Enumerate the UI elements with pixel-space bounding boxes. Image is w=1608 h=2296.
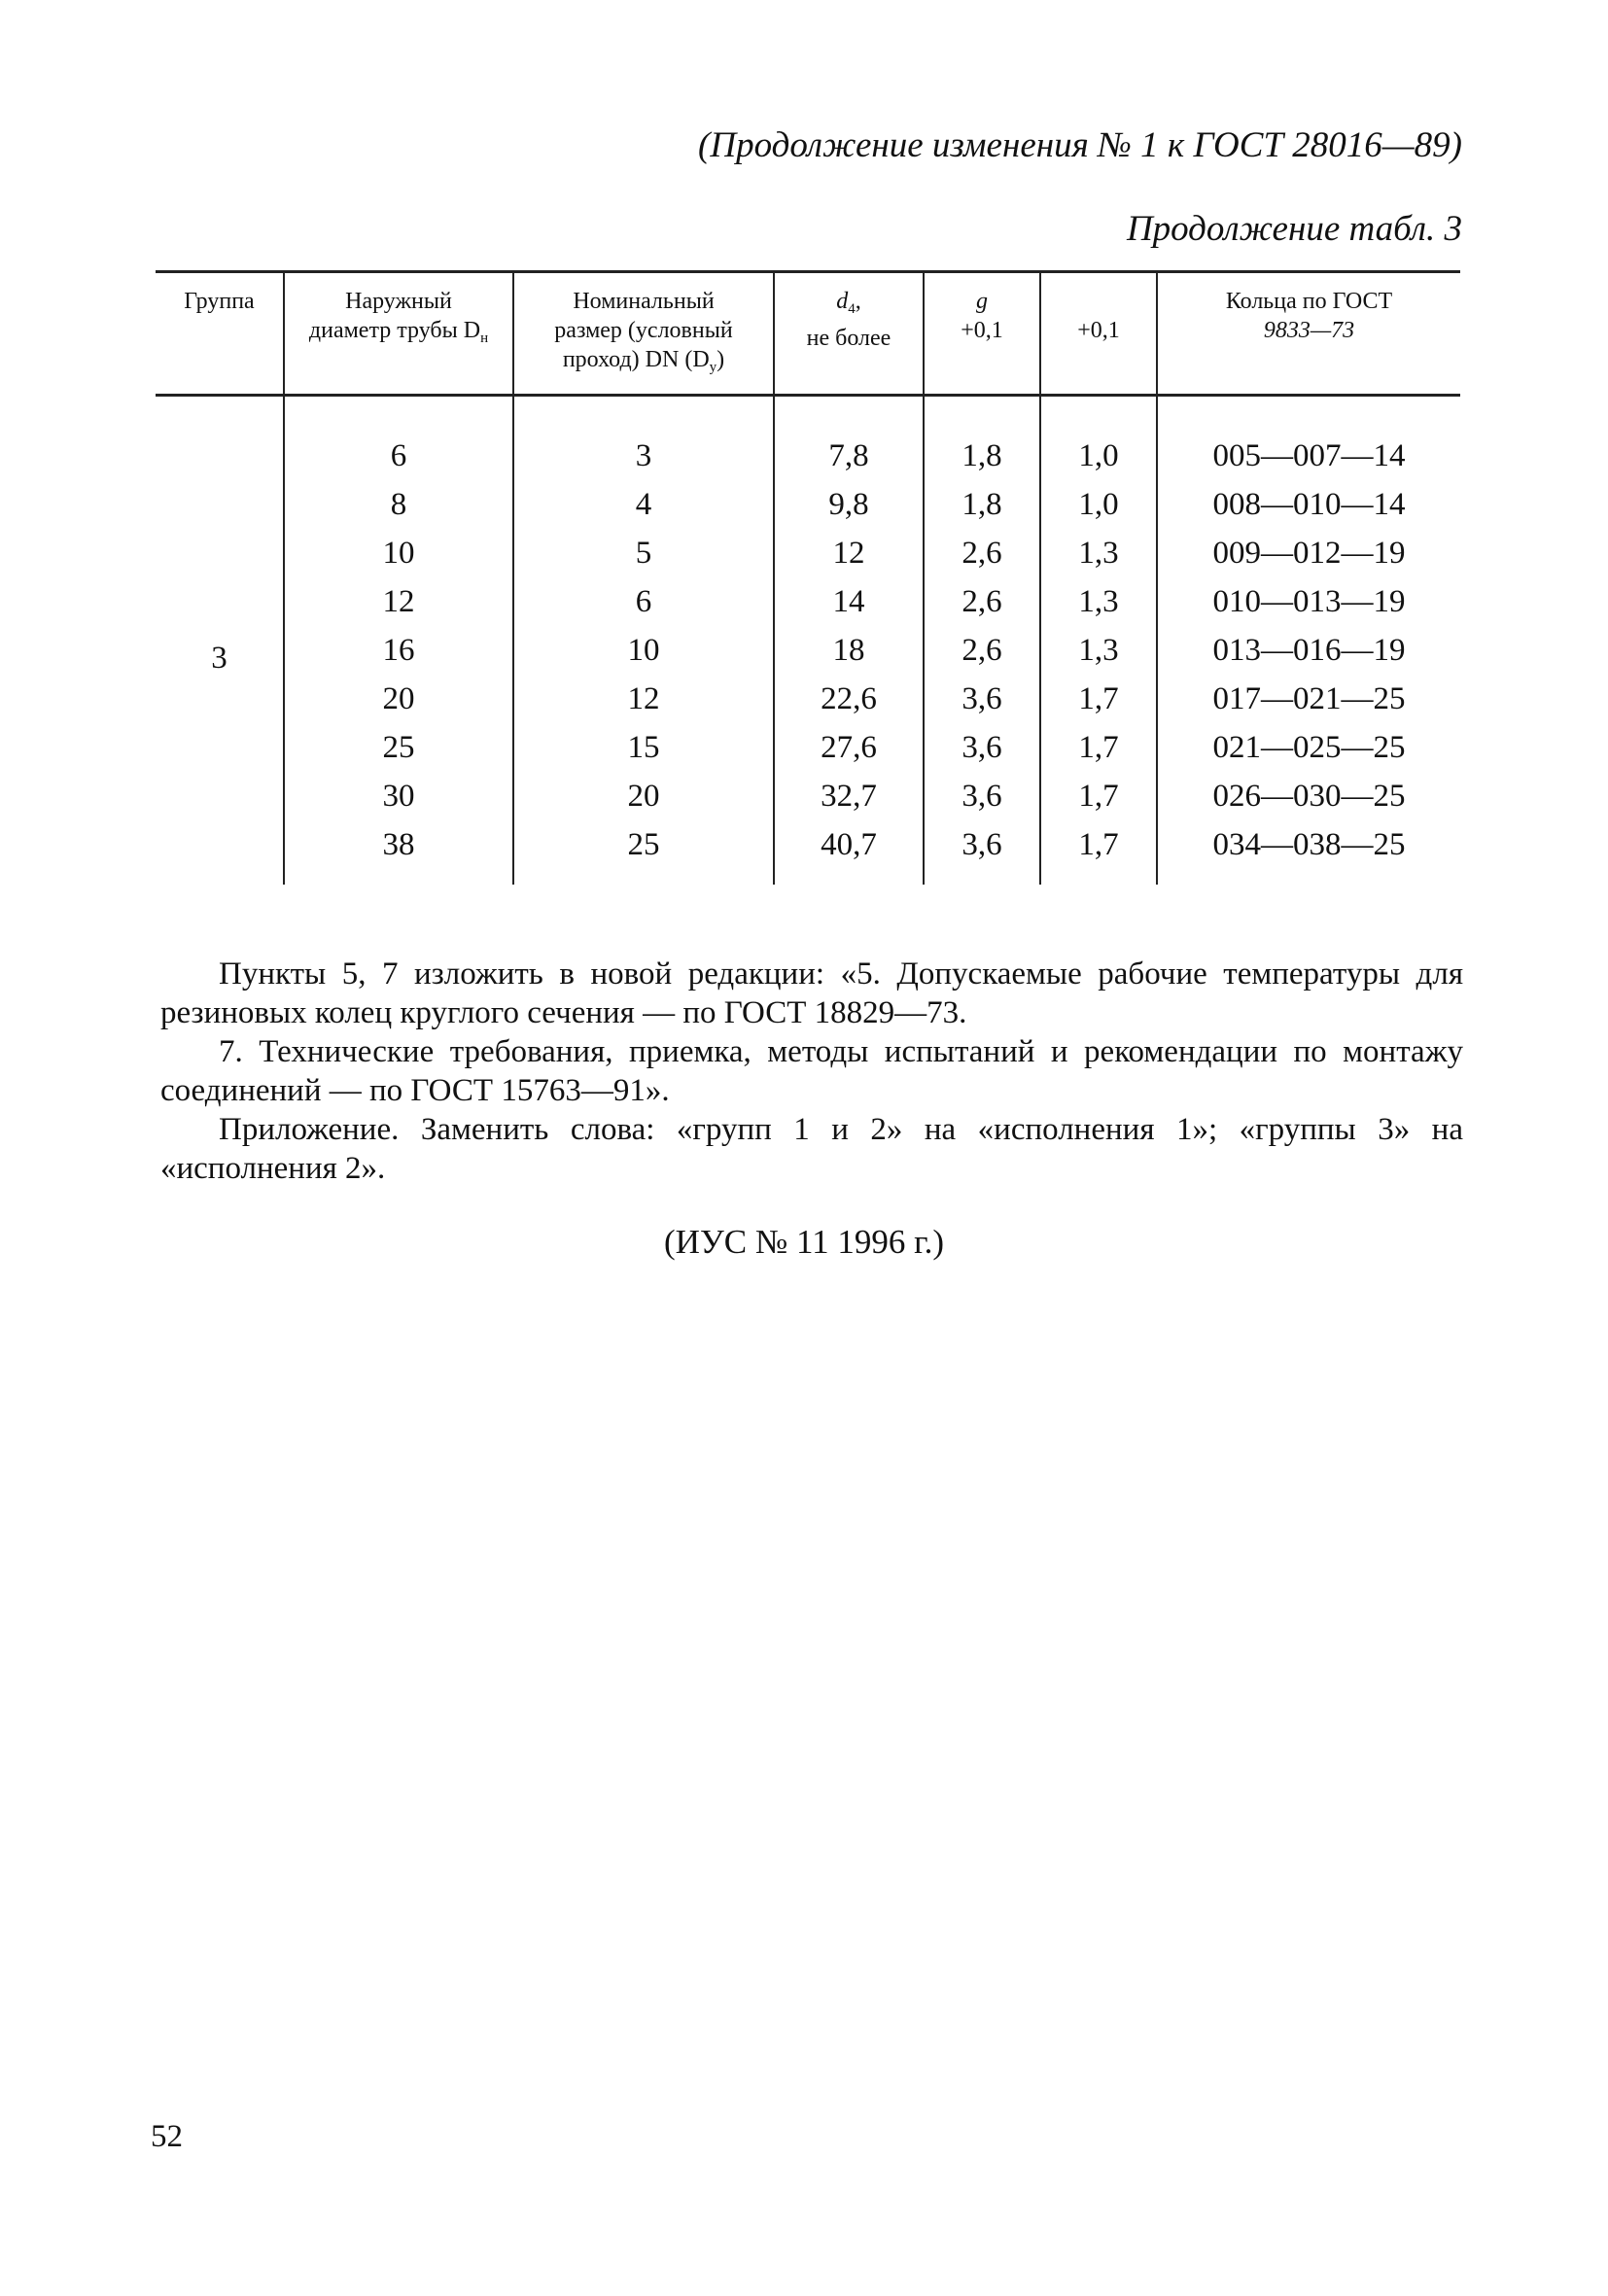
table-header (156, 272, 1460, 396)
cell-nominal-size: 3 (513, 396, 774, 481)
cell-tolerance: 1,7 (1040, 675, 1157, 723)
table-row (156, 480, 1460, 529)
cell-outer-diameter: 8 (284, 480, 513, 529)
cell-nominal-size: 12 (513, 675, 774, 723)
column-header-tolerance (1040, 272, 1157, 396)
column-header-d4 (774, 272, 924, 396)
table-caption: Продолжение табл. 3 (1126, 209, 1462, 249)
header-text: ) (717, 347, 725, 372)
cell-outer-diameter: 38 (284, 820, 513, 885)
header-text: проход) DN (D (562, 347, 710, 372)
cell-tolerance: 1,0 (1040, 396, 1157, 481)
cell-d4: 7,8 (774, 396, 924, 481)
cell-tolerance: 1,7 (1040, 723, 1157, 772)
cell-outer-diameter: 16 (284, 626, 513, 675)
cell-ring: 021—025—25 (1157, 723, 1460, 772)
cell-outer-diameter: 10 (284, 529, 513, 577)
header-subscript: 4 (848, 301, 856, 317)
cell-g: 1,8 (924, 396, 1040, 481)
cell-d4: 32,7 (774, 772, 924, 820)
cell-g: 3,6 (924, 820, 1040, 885)
cell-tolerance: 1,7 (1040, 820, 1157, 885)
header-text: g (976, 289, 988, 314)
cell-outer-diameter: 6 (284, 396, 513, 481)
cell-tolerance: 1,3 (1040, 626, 1157, 675)
cell-nominal-size: 10 (513, 626, 774, 675)
paragraph-appendix-replacement: Приложение. Заменить слова: «групп 1 и 2» на «исполнения 1»; «группы 3» на «исполнения 2». (160, 1112, 1463, 1186)
column-header-rings (1157, 272, 1460, 396)
cell-ring: 017—021—25 (1157, 675, 1460, 723)
cell-d4: 9,8 (774, 480, 924, 529)
cell-ring: 026—030—25 (1157, 772, 1460, 820)
cell-d4: 12 (774, 529, 924, 577)
cell-tolerance: 1,7 (1040, 772, 1157, 820)
column-header-nominal-size (513, 272, 774, 396)
table-row (156, 626, 1460, 675)
cell-d4: 40,7 (774, 820, 924, 885)
cell-outer-diameter: 20 (284, 675, 513, 723)
cell-nominal-size: 4 (513, 480, 774, 529)
column-header-outer-diameter (284, 272, 513, 396)
cell-nominal-size: 15 (513, 723, 774, 772)
data-table (156, 270, 1460, 885)
cell-tolerance: 1,0 (1040, 480, 1157, 529)
cell-d4: 22,6 (774, 675, 924, 723)
header-text: Наружный (345, 289, 452, 314)
cell-g: 2,6 (924, 577, 1040, 626)
cell-nominal-size: 5 (513, 529, 774, 577)
column-header-group: Группа (156, 272, 284, 396)
header-subscript: у (709, 360, 717, 375)
header-text: 9833—73 (1263, 318, 1355, 343)
cell-tolerance: 1,3 (1040, 529, 1157, 577)
table-row (156, 820, 1460, 885)
cell-tolerance: 1,3 (1040, 577, 1157, 626)
header-text: размер (условный (554, 318, 733, 343)
page-number: 52 (151, 2119, 183, 2154)
header-text: Кольца по ГОСТ (1225, 289, 1393, 314)
cell-g: 2,6 (924, 529, 1040, 577)
group-cell: 3 (211, 640, 227, 676)
cell-outer-diameter: 25 (284, 723, 513, 772)
cell-g: 1,8 (924, 480, 1040, 529)
header-text: Номинальный (573, 289, 715, 314)
paragraph-amendment-items: Пункты 5, 7 изложить в новой редакции: «5. Допускаемые рабочие температуры для резиновых колец круглого сечения — по ГОСТ 18829—73. (160, 957, 1463, 1030)
cell-nominal-size: 25 (513, 820, 774, 885)
cell-outer-diameter: 12 (284, 577, 513, 626)
header-text: не более (806, 326, 891, 351)
table-row (156, 675, 1460, 723)
header-text: диаметр трубы D (308, 318, 481, 343)
cell-ring: 034—038—25 (1157, 820, 1460, 885)
header-subscript: н (480, 330, 489, 346)
table-row (156, 772, 1460, 820)
column-header-g (924, 272, 1040, 396)
header-text: +0,1 (1077, 318, 1120, 343)
cell-ring: 010—013—19 (1157, 577, 1460, 626)
table-body (156, 396, 1460, 886)
header-text: +0,1 (961, 318, 1003, 343)
header-text: , (855, 289, 861, 314)
cell-nominal-size: 20 (513, 772, 774, 820)
table-row (156, 529, 1460, 577)
cell-outer-diameter: 30 (284, 772, 513, 820)
cell-g: 2,6 (924, 626, 1040, 675)
cell-g: 3,6 (924, 772, 1040, 820)
cell-d4: 27,6 (774, 723, 924, 772)
header-text: d (836, 289, 849, 314)
paragraph-technical-requirements: 7. Технические требования, приемка, методы испытаний и рекомендации по монтажу соединений — по ГОСТ 15763—91». (160, 1034, 1463, 1108)
table-row (156, 396, 1460, 481)
ius-reference: (ИУС № 11 1996 г.) (664, 1223, 944, 1261)
table-row (156, 577, 1460, 626)
table-row (156, 723, 1460, 772)
cell-nominal-size: 6 (513, 577, 774, 626)
cell-ring: 009—012—19 (1157, 529, 1460, 577)
cell-g: 3,6 (924, 723, 1040, 772)
cell-d4: 18 (774, 626, 924, 675)
cell-ring: 013—016—19 (1157, 626, 1460, 675)
cell-ring: 008—010—14 (1157, 480, 1460, 529)
cell-g: 3,6 (924, 675, 1040, 723)
table-container (156, 270, 1460, 885)
document-continuation-title: (Продолжение изменения № 1 к ГОСТ 28016—89) (698, 125, 1462, 165)
cell-ring: 005—007—14 (1157, 396, 1460, 481)
cell-d4: 14 (774, 577, 924, 626)
